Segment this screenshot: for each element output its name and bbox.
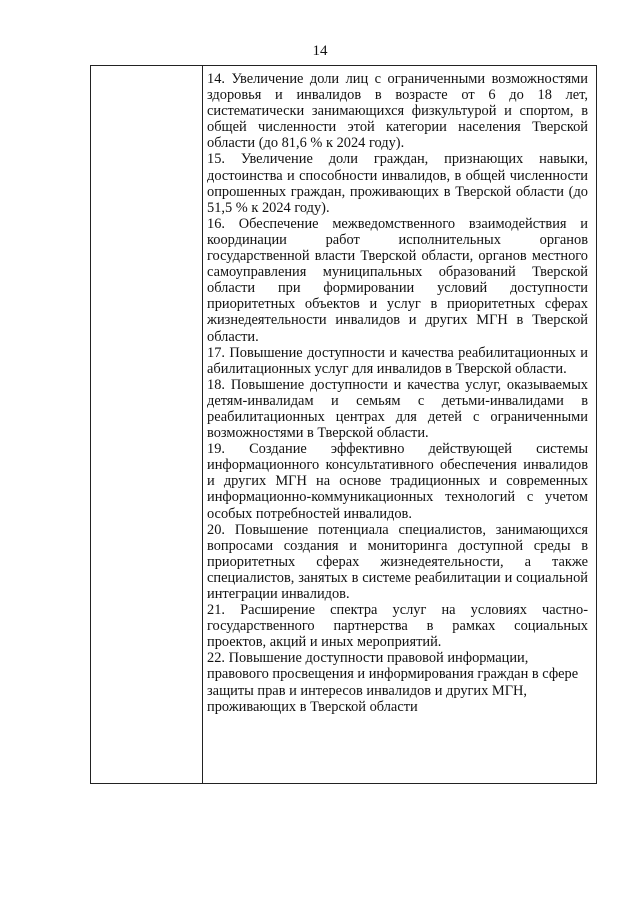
- list-item-22: 22. Повышение доступности правовой информации, правового просвещения и информирования граждан в сфере защиты прав и интересов инвалидов и других МГН, проживающих в Тверской области: [207, 650, 579, 715]
- column-divider: [202, 66, 203, 783]
- document-table: [90, 65, 597, 784]
- list-item-18: 18. Повышение доступности и качества услуг, оказываемых детям-инвалидам и семьям с детьми-инвалидами в реабилитационных центрах для детей с ограниченными возможностями в Тверской области.: [207, 376, 588, 442]
- table-right-cell: [207, 71, 588, 715]
- table-left-cell: [91, 66, 202, 783]
- list-item-15: 15. Увеличение доли граждан, признающих навыки, достоинства и способности инвалидов, в общей численности опрошенных граждан, проживающих в Тверской области (до 51,5 % к 2024 году).: [207, 151, 588, 216]
- list-item-20: 20. Повышение потенциала специалистов, занимающихся вопросами создания и мониторинга доступной среды в приоритетных сферах жизнедеятельности, а также специалистов, занятых в системе реабилитации и социальной интеграции инвалидов.: [207, 521, 588, 602]
- list-item-16: 16. Обеспечение межведомственного взаимодействия и координации работ исполнительных органов государственной власти Тверской области, органов местного самоуправления муниципальных образований Тверской области при формировании условий доступности приоритетных объектов и услуг в приоритетных сферах жизнедеятельности инвалидов и других МГН в Тверской области.: [207, 215, 588, 345]
- page-number: 14: [312, 43, 328, 59]
- list-item-17: 17. Повышение доступности и качества реабилитационных и абилитационных услуг для инвалидов в Тверской области.: [207, 344, 588, 377]
- list-item-21: 21. Расширение спектра услуг на условиях частно-государственного партнерства в рамках социальных проектов, акций и иных мероприятий.: [207, 602, 588, 651]
- list-item-19: 19. Создание эффективно действующей системы информационного консультативного обеспечения инвалидов и других МГН на основе традиционных и современных информационно-коммуникационных технологий с учетом особых потребностей инвалидов.: [207, 441, 588, 522]
- list-item-14: 14. Увеличение доли лиц с ограниченными возможностями здоровья и инвалидов в возрасте от 6 до 18 лет, систематически занимающихся физкультурой и спортом, в общей численности этой категории населения Тверской области (до 81,6 % к 2024 году).: [207, 71, 588, 152]
